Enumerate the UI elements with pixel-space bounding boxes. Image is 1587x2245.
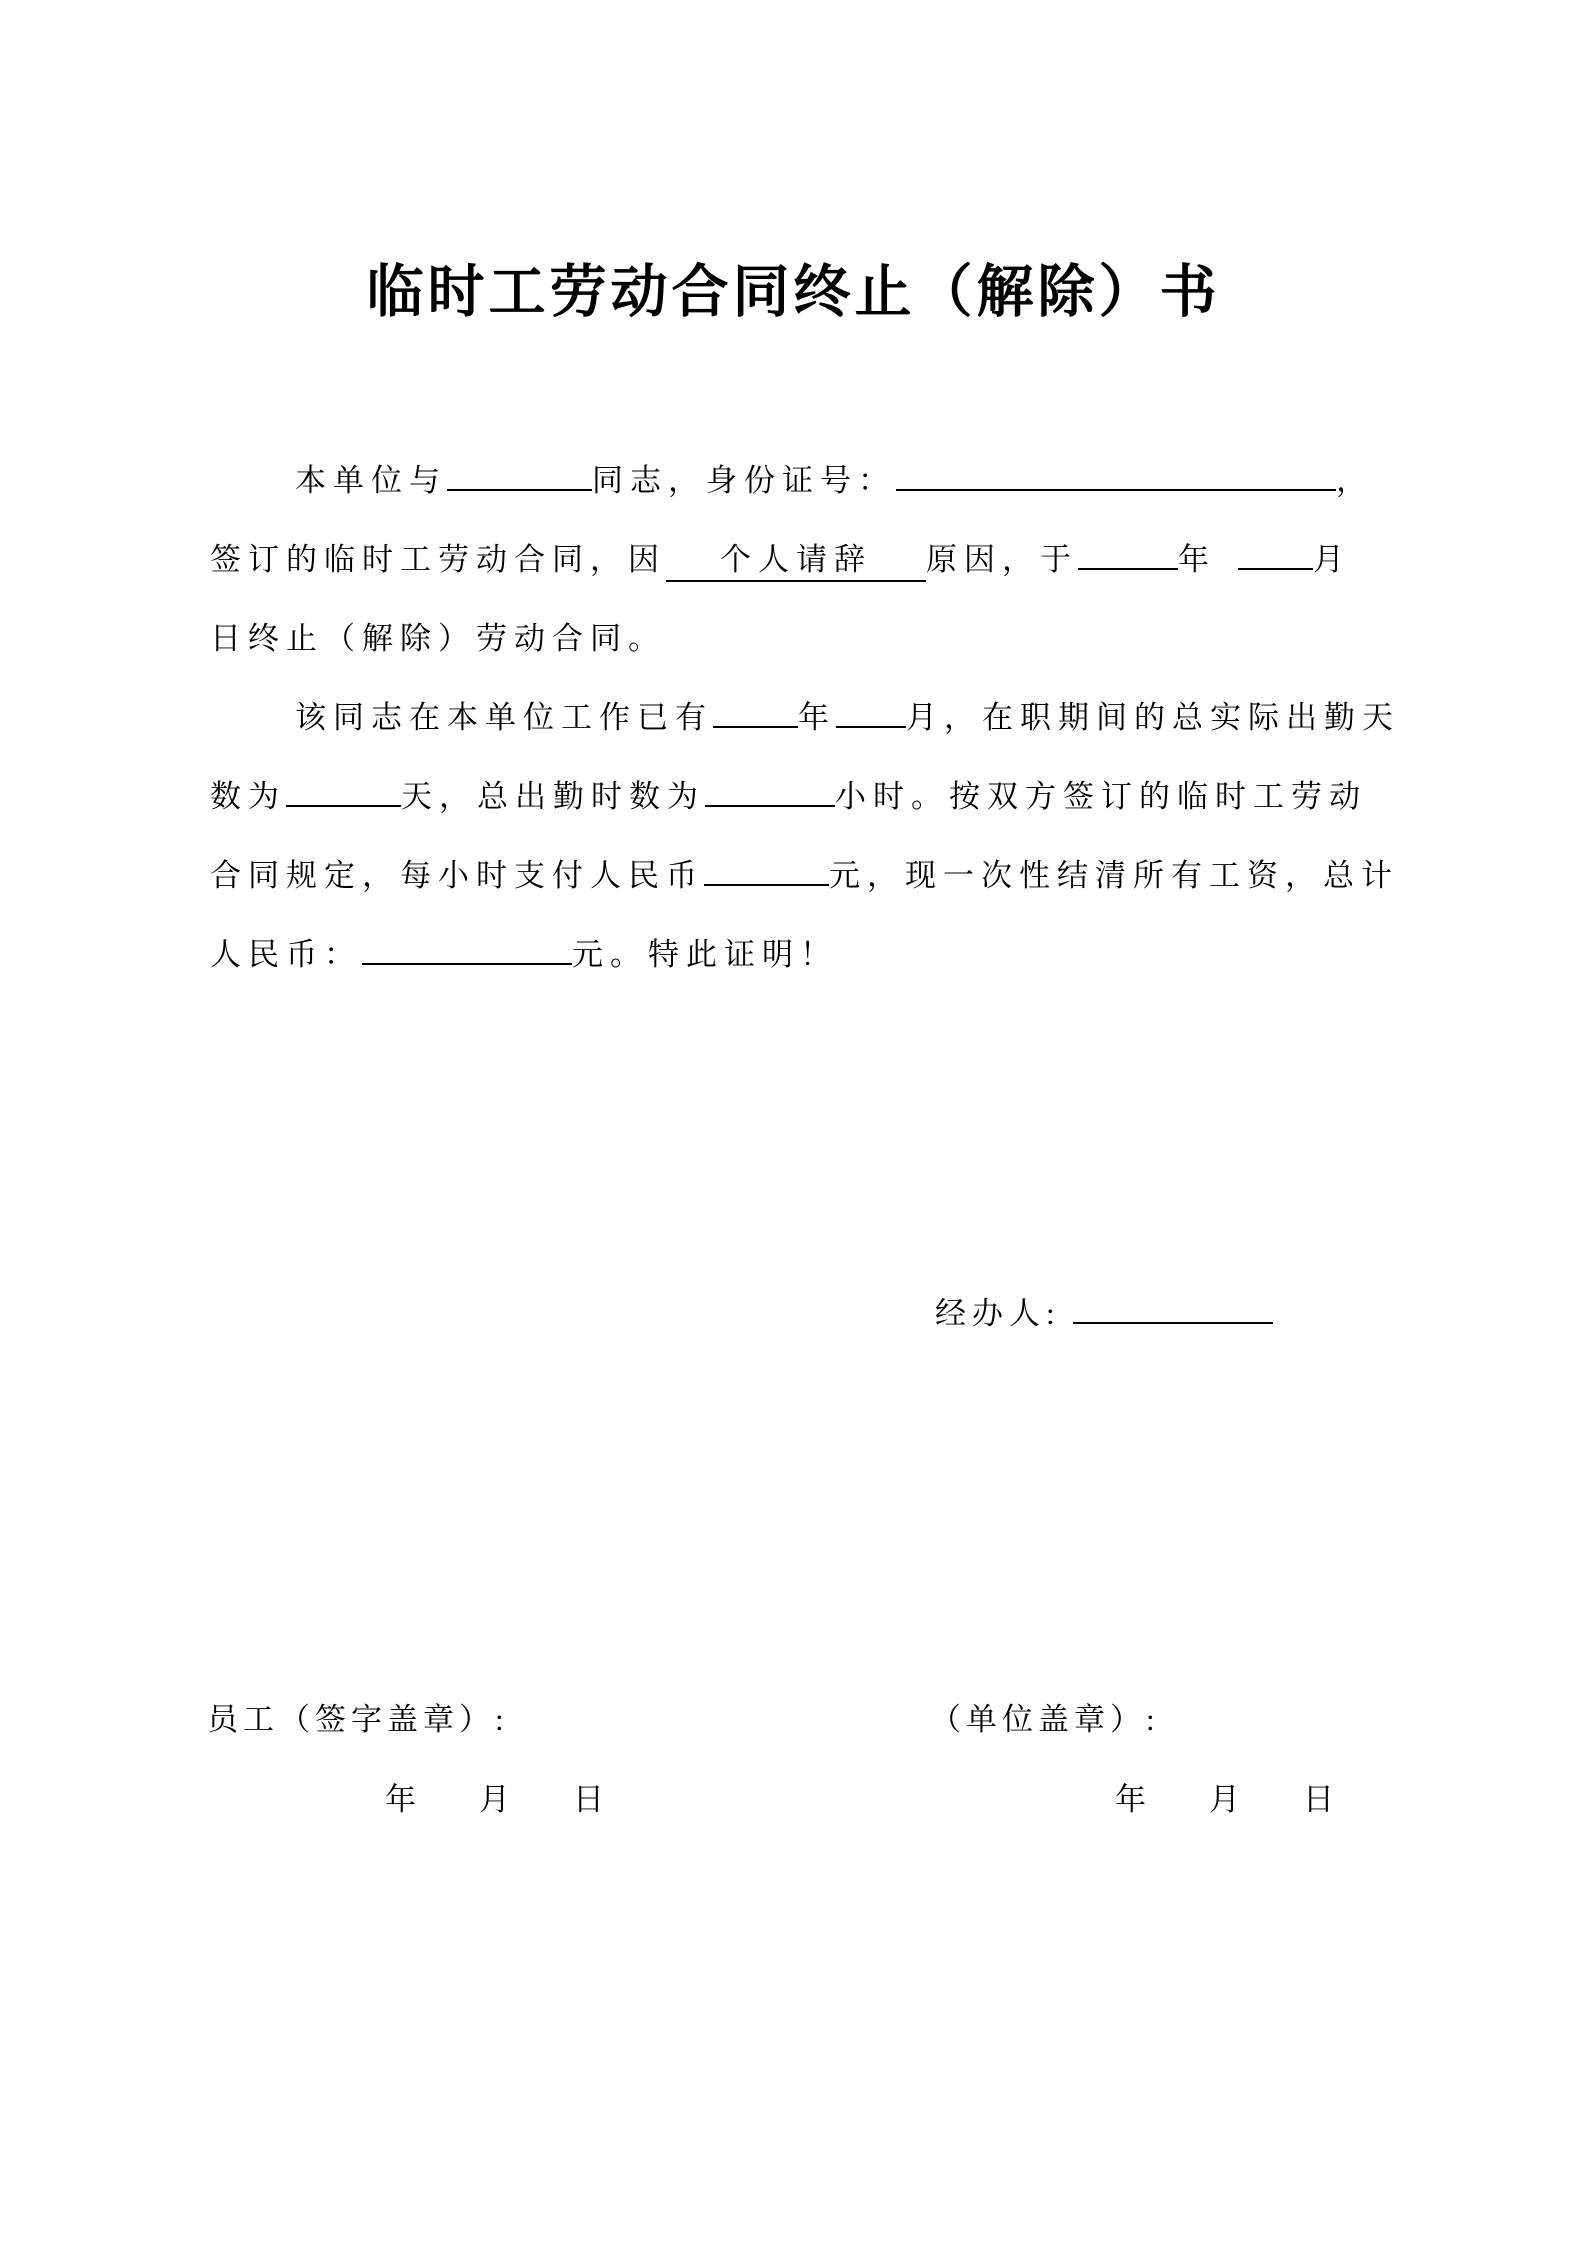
blank-handler-signature[interactable] — [1073, 1280, 1273, 1324]
blank-id-number[interactable] — [896, 447, 1336, 491]
text-segment: 本单位与 — [295, 463, 447, 498]
paragraph1-line1 — [210, 441, 1450, 520]
paragraph2-line2 — [210, 757, 1450, 836]
day-label: 日 — [573, 1782, 604, 1817]
blank-total-wage[interactable] — [362, 921, 572, 965]
blank-hourly-rate[interactable] — [704, 842, 829, 886]
employee-signature-label: 员工（签字盖章）: — [207, 1702, 509, 1737]
month-label: 月 — [1209, 1782, 1240, 1817]
text-segment: 日终止（解除）劳动合同。 — [210, 621, 666, 656]
text-segment: 签订的临时工劳动合同，因 — [210, 542, 666, 577]
document-title: 临时工劳动合同终止（解除）书 — [366, 261, 1221, 324]
blank-termination-month[interactable] — [1238, 526, 1313, 570]
year-label: 年 — [1115, 1782, 1146, 1817]
handler-line — [935, 1280, 1273, 1340]
text-segment: 元，现一次性结清所有工资，总计 — [829, 858, 1399, 893]
document-body — [210, 441, 1450, 994]
year-label: 年 — [385, 1782, 416, 1817]
text-segment: 年 — [1178, 542, 1216, 577]
blank-service-years[interactable] — [713, 684, 798, 728]
blank-attendance-days[interactable] — [286, 763, 401, 807]
handler-label: 经办人: — [935, 1296, 1061, 1331]
blank-employee-name[interactable] — [447, 447, 592, 491]
text-segment: 年 — [798, 700, 836, 735]
text-segment: 数为 — [210, 779, 286, 814]
date-row — [0, 1770, 1587, 1830]
paragraph1-line3 — [210, 599, 1450, 678]
month-label: 月 — [479, 1782, 510, 1817]
text-segment: ， — [1336, 463, 1374, 498]
paragraph2-line3 — [210, 836, 1450, 915]
text-segment: 该同志在本单位工作已有 — [295, 700, 713, 735]
blank-work-hours[interactable] — [705, 763, 835, 807]
paragraph2-line4 — [210, 915, 1450, 994]
day-label: 日 — [1303, 1782, 1334, 1817]
text-segment: 月，在职期间的总实际出勤天 — [906, 700, 1400, 735]
text-segment: 同志，身份证号： — [592, 463, 896, 498]
text-segment: 天，总出勤时数为 — [401, 779, 705, 814]
text-segment: 人民币： — [210, 937, 362, 972]
text-segment: 小时。按双方签订的临时工劳动 — [835, 779, 1367, 814]
signature-row — [0, 1690, 1587, 1750]
text-segment: 合同规定，每小时支付人民币 — [210, 858, 704, 893]
employee-date-line — [385, 1770, 604, 1830]
company-seal-label: （单位盖章）: — [930, 1702, 1160, 1737]
blank-service-months[interactable] — [836, 684, 906, 728]
paragraph2-line1 — [210, 678, 1450, 757]
company-date-line — [1115, 1770, 1334, 1830]
paragraph1-line2 — [210, 520, 1450, 599]
text-segment: 月 — [1313, 542, 1351, 577]
blank-termination-year[interactable] — [1078, 526, 1178, 570]
blank-termination-reason[interactable]: 个人请辞 — [666, 538, 926, 582]
text-segment: 原因，于 — [926, 542, 1078, 577]
text-segment: 元。特此证明！ — [572, 937, 838, 972]
